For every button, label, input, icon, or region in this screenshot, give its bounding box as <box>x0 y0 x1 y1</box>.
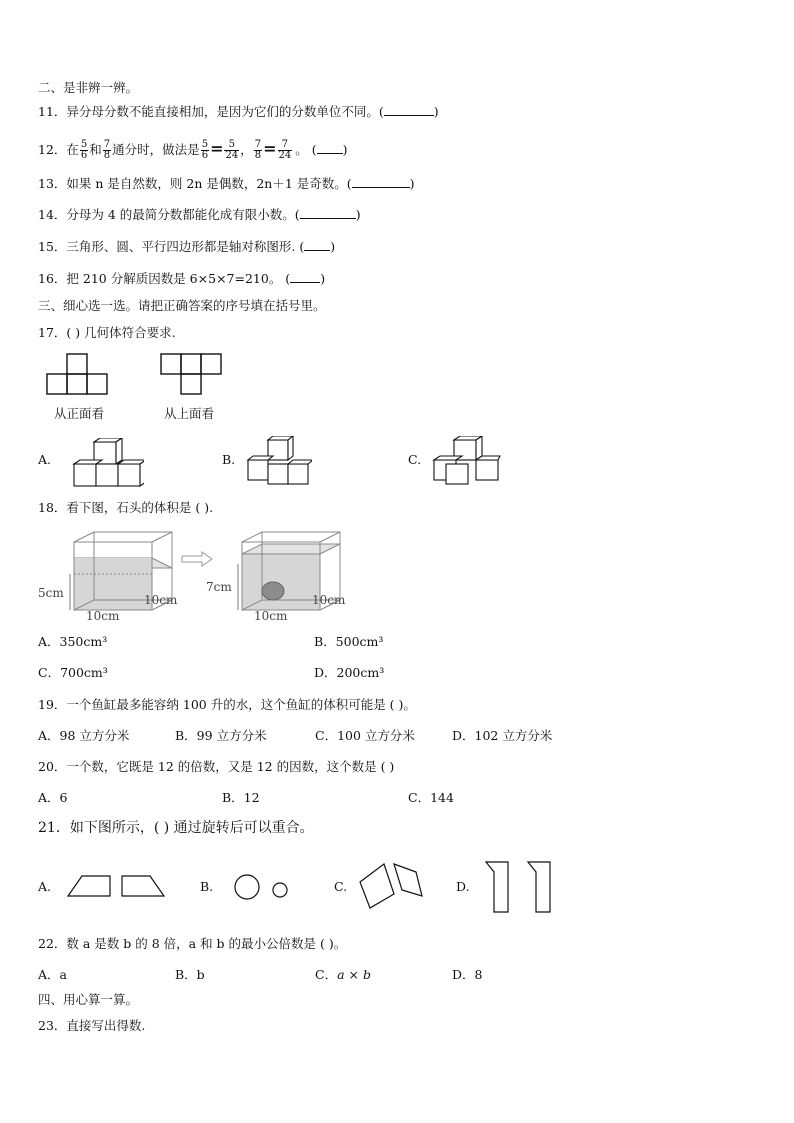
denominator: 6 <box>80 150 88 161</box>
option-a-label[interactable]: A. <box>38 879 52 894</box>
option-c-label[interactable]: C. <box>334 879 348 894</box>
option-c-label: C． <box>315 967 338 982</box>
answer-blank[interactable] <box>317 142 343 154</box>
denominator: 24 <box>225 150 239 161</box>
front-view-caption: 从正面看 <box>54 406 105 421</box>
label-10cm-depth-left: 10cm <box>144 593 178 607</box>
numerator: 5 <box>201 139 209 150</box>
front-view-figure <box>46 352 112 400</box>
question-11 <box>38 104 439 120</box>
section-4-heading: 四、用心算一算。 <box>38 992 139 1007</box>
answer-blank[interactable] <box>352 176 410 188</box>
option-c[interactable] <box>315 967 371 983</box>
equals-sign: = <box>263 139 277 158</box>
label-10cm-width-right: 10cm <box>254 609 288 623</box>
option-c[interactable]: C．144 <box>408 790 454 805</box>
option-b[interactable]: B．500cm³ <box>314 634 384 649</box>
numerator: 7 <box>254 139 262 150</box>
question-12 <box>38 134 347 164</box>
answer-blank[interactable] <box>290 271 320 283</box>
fraction <box>278 140 293 161</box>
fraction <box>224 140 239 161</box>
option-a[interactable]: A．6 <box>38 790 68 805</box>
question-17-text: 17．( ) 几何体符合要求. <box>38 325 176 340</box>
option-b[interactable]: B．b <box>175 967 205 982</box>
option-d-label[interactable]: D. <box>456 879 470 894</box>
question-12-text: 和 <box>89 142 102 157</box>
label-10cm-width-left: 10cm <box>86 609 120 623</box>
question-14-text: 14．分母为 4 的最简分数都能化成有限小数。( <box>38 207 300 222</box>
cube-figure-b <box>246 436 312 488</box>
question-13 <box>38 176 415 192</box>
question-13-text: 13．如果 n 是自然数，则 2n 是偶数，2n＋1 是奇数。( <box>38 176 352 191</box>
right-arrow-icon <box>182 552 212 566</box>
circle-shapes <box>232 872 292 902</box>
question-14 <box>38 207 361 223</box>
option-c[interactable]: C．700cm³ <box>38 665 108 680</box>
answer-blank[interactable] <box>304 239 330 251</box>
question-18-text: 18．看下图，石头的体积是 ( ). <box>38 500 214 515</box>
label-5cm: 5cm <box>38 586 64 600</box>
top-view-caption: 从上面看 <box>164 406 215 421</box>
question-12-text: ， <box>240 142 253 157</box>
fraction <box>103 140 111 161</box>
fraction <box>201 140 209 161</box>
question-12-text: 12．在 <box>38 142 79 157</box>
option-c-label[interactable]: C. <box>408 452 422 467</box>
question-16-text: 16．把 210 分解质因数是 6×5×7=210。 ( <box>38 271 291 286</box>
cube-figure-c <box>432 436 502 488</box>
denominator: 24 <box>278 150 292 161</box>
answer-blank[interactable] <box>384 104 434 116</box>
option-d[interactable]: D．102 立方分米 <box>452 728 553 743</box>
bracket-shapes <box>482 858 554 916</box>
question-12-text: 通分时，做法是 <box>112 142 200 157</box>
question-15 <box>38 239 335 255</box>
denominator: 8 <box>103 150 111 161</box>
close-paren: ) <box>355 207 361 222</box>
question-23-text: 23．直接写出得数. <box>38 1018 146 1033</box>
option-a[interactable]: A．350cm³ <box>38 634 108 649</box>
question-19-text: 19．一个鱼缸最多能容纳 100 升的水，这个鱼缸的体积可能是 ( )。 <box>38 697 416 712</box>
section-2-heading: 二、是非辨一辨。 <box>38 80 139 95</box>
numerator: 7 <box>103 139 111 150</box>
fraction <box>254 140 262 161</box>
question-21-text: 21．如下图所示，( ) 通过旋转后可以重合。 <box>38 820 314 836</box>
question-20-text: 20．一个数，它既是 12 的倍数，又是 12 的因数，这个数是 ( ) <box>38 759 395 774</box>
cube-figure-a <box>72 438 144 490</box>
denominator: 8 <box>254 150 262 161</box>
numerator: 5 <box>80 139 88 150</box>
option-d[interactable]: D．8 <box>452 967 483 982</box>
section-3-heading: 三、细心选一选。请把正确答案的序号填在括号里。 <box>38 298 326 313</box>
option-b-label[interactable]: B. <box>222 452 236 467</box>
close-paren: ) <box>433 104 439 119</box>
question-12-text: 。 ( <box>295 142 317 157</box>
option-a-label[interactable]: A. <box>38 452 52 467</box>
trapezoid-shapes <box>66 872 166 900</box>
question-22-text: 22．数 a 是数 b 的 8 倍，a 和 b 的最小公倍数是 ( )。 <box>38 936 347 951</box>
option-a[interactable]: A．98 立方分米 <box>38 728 130 743</box>
fraction <box>80 140 88 161</box>
parallelogram-shapes <box>358 860 426 912</box>
label-7cm: 7cm <box>206 580 232 594</box>
close-paren: ) <box>342 142 348 157</box>
top-view-figure <box>160 352 226 400</box>
question-16 <box>38 271 325 287</box>
denominator: 6 <box>201 150 209 161</box>
option-c[interactable]: C．100 立方分米 <box>315 728 415 743</box>
stone-shape <box>262 582 284 600</box>
option-b[interactable]: B．12 <box>222 790 260 805</box>
numerator: 7 <box>278 140 293 151</box>
stone-volume-figure <box>36 524 366 624</box>
option-b[interactable]: B．99 立方分米 <box>175 728 267 743</box>
option-c-expression: a × b <box>337 967 371 982</box>
close-paren: ) <box>330 239 336 254</box>
option-a[interactable]: A．a <box>38 967 67 982</box>
option-b-label[interactable]: B. <box>200 879 214 894</box>
question-11-text: 11．异分母分数不能直接相加，是因为它们的分数单位不同。( <box>38 104 384 119</box>
answer-blank[interactable] <box>300 207 356 219</box>
equals-sign: = <box>210 139 224 158</box>
numerator: 5 <box>224 140 239 151</box>
option-d[interactable]: D．200cm³ <box>314 665 385 680</box>
question-15-text: 15．三角形、圆、平行四边形都是轴对称图形. ( <box>38 239 305 254</box>
label-10cm-depth-right: 10cm <box>312 593 346 607</box>
close-paren: ) <box>320 271 326 286</box>
close-paren: ) <box>409 176 415 191</box>
